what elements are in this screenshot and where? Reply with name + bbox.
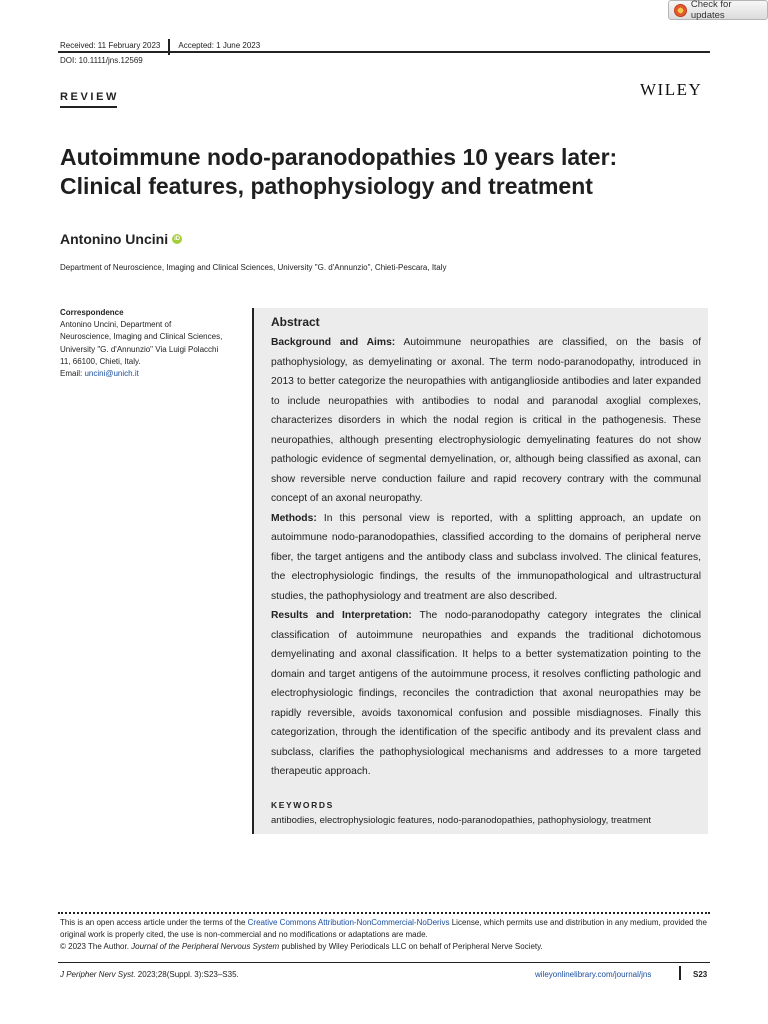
page-number: S23 [693, 970, 708, 979]
email-link[interactable]: uncini@unich.it [84, 369, 139, 379]
header-rule [58, 51, 710, 53]
article-dates [60, 39, 260, 51]
citation-details: 2023;28(Suppl. 3):S23–S35. [135, 970, 239, 979]
keywords-heading: KEYWORDS [271, 800, 334, 810]
crossmark-icon [674, 4, 687, 17]
article-title: Autoimmune nodo-paranodopathies 10 years later: Clinical features, pathophysiology and treatment [60, 144, 618, 199]
copyright-pre: © 2023 The Author. [60, 942, 132, 951]
abstract-bar [252, 308, 254, 834]
section-label: REVIEW [60, 91, 119, 103]
copyright [60, 941, 710, 953]
license-notice [60, 917, 710, 953]
footer-divider [58, 912, 710, 914]
correspondence-line: Antonino Uncini, Department of [60, 320, 172, 330]
publisher-logo: WILEY [640, 80, 703, 99]
affiliation: Department of Neuroscience, Imaging and Clinical Sciences, University "G. d'Annunzio", Chieti-Pescara, Italy [60, 263, 447, 272]
page-separator [679, 966, 681, 980]
orcid-icon[interactable]: iD [174, 236, 181, 242]
doi[interactable]: DOI: 10.1111/jns.12569 [60, 56, 143, 65]
keywords: antibodies, electrophysiologic features, nodo-paranodopathies, pathophysiology, treatment [271, 815, 652, 826]
methods-label: Methods: [271, 512, 317, 524]
methods-text: In this personal view is reported, with a splitting approach, an update on autoimmune nodo-paranodopathies, classified according to the domains of peripheral nerve fiber, the target antigens and the antibody class and subclass involved. The clinical features, the electrophysiologic findings, the results of the immunopathological and ultrastructural studies, the pathophysiology and treatment are also described. [271, 512, 701, 602]
email-label: Email: [60, 369, 85, 379]
license-pre: This is an open access article under the terms of the [60, 918, 248, 927]
license-link[interactable]: Creative Commons Attribution-NonCommercial-NoDerivs [247, 918, 450, 927]
license-post: License, which permits use and distribution in any medium, provided the original work is properly cited, the use is non-commercial and no modifications or adaptations are made. [60, 918, 707, 939]
check-for-updates-label: Check for updates [690, 0, 732, 21]
check-for-updates-button[interactable] [668, 0, 768, 20]
correspondence [60, 307, 240, 380]
abstract-results [271, 606, 701, 782]
results-text: The nodo-paranodopathy category integrates the clinical classification of autoimmune neuropathies and expands the traditional dichotomous demyelinating and axonal classification. It helps to a better systematization pointing to the domain and target antigens of the autoimmune process, it resolves conflicting pathologic and electrophysiologic findings, reconciles the contradiction that axonal neuropathies may be rapidly reversible, avoids taxonomical confusion and possible misdiagnoses. Finally this categorization, through the identification of the specific antibody and its prevalent class and subclass, clarifies the pathophysiological mechanisms and addresses to a more targeted therapeutic approach. [271, 610, 702, 777]
author-name[interactable]: Antonino Uncini [60, 231, 169, 247]
background-text: Autoimmune neuropathies are classified, on the basis of pathophysiology, as demyelinating or axonal. The term nodo-paranodopathy, introduced in 2013 to better categorize the neuropathies with antiganglioside antibodies and later expanded to include neuropathies with antibodies to nodal and paranodal axoglial complexes, characterizes disorders in which the nodal region is critical in the pathogenesis. These neuropathies, although presenting electrophysiologic demyelinating features do not show pathologic evidence of segmental demyelination, or, although being classified as axonal, can show reversible nerve conduction failure and rapid recovery contrary with the communal concept of an axonal neuropathy. [271, 337, 701, 504]
correspondence-line: Neuroscience, Imaging and Clinical Sciences, [60, 332, 223, 342]
section-underline [60, 106, 117, 108]
citation [60, 970, 239, 979]
abstract [271, 314, 701, 782]
footer-rule [58, 962, 710, 963]
correspondence-email-line [60, 368, 240, 380]
received-date: Received: 11 February 2023 [60, 40, 161, 50]
citation-journal: J Peripher Nerv Syst. [60, 970, 136, 979]
abstract-background [271, 333, 701, 509]
correspondence-line: 11, 66100, Chieti, Italy. [60, 356, 141, 366]
abstract-methods [271, 509, 701, 607]
copyright-journal: Journal of the Peripheral Nervous System [131, 942, 280, 951]
results-label: Results and Interpretation: [271, 610, 412, 621]
correspondence-heading: Correspondence [60, 308, 124, 317]
abstract-heading: Abstract [271, 315, 320, 329]
license-text [60, 917, 710, 941]
background-label: Background and Aims: [271, 337, 396, 348]
journal-website-link[interactable]: wileyonlinelibrary.com/journal/jns [535, 970, 652, 979]
copyright-post: published by Wiley Periodicals LLC on behalf of Peripheral Nerve Society. [279, 942, 543, 951]
accepted-date: Accepted: 1 June 2023 [178, 40, 261, 50]
author-line [60, 231, 182, 247]
correspondence-line: University "G. d'Annunzio" Via Luigi Polacchi [60, 344, 219, 354]
